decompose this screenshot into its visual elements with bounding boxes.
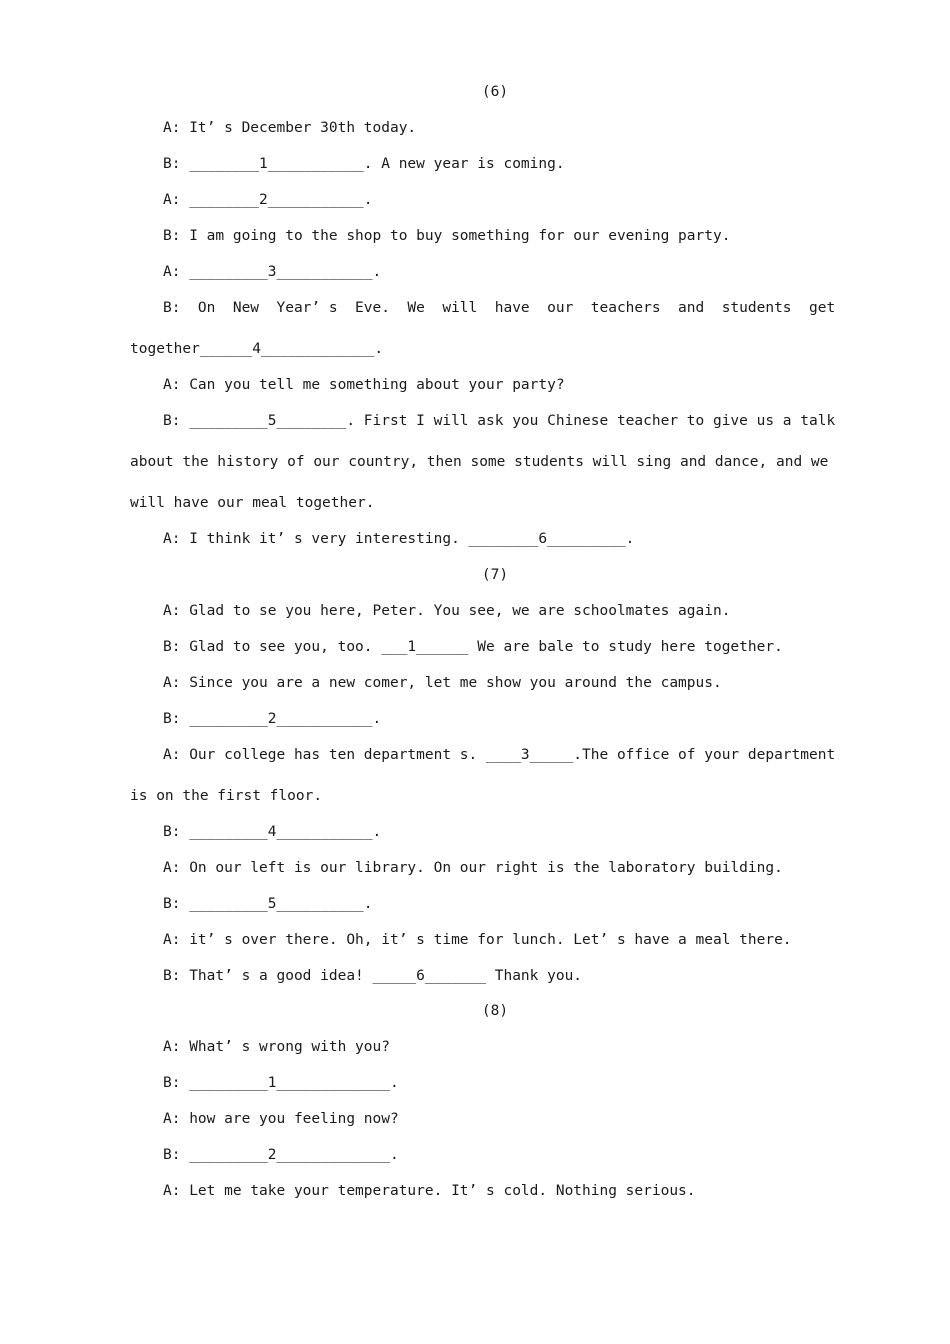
dialogue-line: B: Glad to see you, too. ___1______ We are bale to study here together. — [163, 639, 783, 655]
dialogue-line: A: _________3___________. — [163, 264, 382, 280]
dialogue-line: A: What’ s wrong with you? — [163, 1039, 390, 1055]
dialogue-line-continued: is on the first floor. — [130, 788, 323, 804]
dialogue-line-continued: will have our meal together. — [130, 495, 375, 511]
dialogue-line: A: ________2___________. — [163, 192, 373, 208]
dialogue-line: B: On New Year’ s Eve. We will have our teachers and students get — [163, 300, 836, 316]
dialogue-line: B: _________2___________. — [163, 711, 382, 727]
dialogue-line: B: I am going to the shop to buy something for our evening party. — [163, 228, 731, 244]
dialogue-line: A: Let me take your temperature. It’ s cold. Nothing serious. — [163, 1183, 696, 1199]
dialogue-line-continued: together______4_____________. — [130, 341, 384, 357]
dialogue-line: B: _________4___________. — [163, 824, 382, 840]
dialogue-line: A: Our college has ten department s. ____3_____.The office of your department — [163, 747, 836, 763]
section-8-heading: (8) — [481, 1003, 509, 1019]
dialogue-line: A: it’ s over there. Oh, it’ s time for lunch. Let’ s have a meal there. — [163, 932, 792, 948]
dialogue-line: A: On our left is our library. On our right is the laboratory building. — [163, 860, 783, 876]
section-7-heading: (7) — [481, 567, 509, 583]
dialogue-line: A: Glad to se you here, Peter. You see, we are schoolmates again. — [163, 603, 731, 619]
dialogue-line: B: _________1_____________. — [163, 1075, 399, 1091]
dialogue-line: B: _________5__________. — [163, 896, 373, 912]
dialogue-line: B: That’ s a good idea! _____6_______ Thank you. — [163, 968, 583, 984]
dialogue-line: B: _________2_____________. — [163, 1147, 399, 1163]
dialogue-line: B: ________1___________. A new year is coming. — [163, 156, 565, 172]
dialogue-line: B: _________5________. First I will ask you Chinese teacher to give us a talk — [163, 413, 836, 429]
dialogue-line: A: It’ s December 30th today. — [163, 120, 417, 136]
dialogue-line: A: Since you are a new comer, let me show you around the campus. — [163, 675, 722, 691]
dialogue-line: A: how are you feeling now? — [163, 1111, 399, 1127]
dialogue-line: A: I think it’ s very interesting. ________6_________. — [163, 531, 635, 547]
dialogue-line-continued: about the history of our country, then some students will sing and dance, and we — [130, 454, 829, 470]
section-6-heading: (6) — [481, 84, 509, 100]
dialogue-line: A: Can you tell me something about your party? — [163, 377, 565, 393]
